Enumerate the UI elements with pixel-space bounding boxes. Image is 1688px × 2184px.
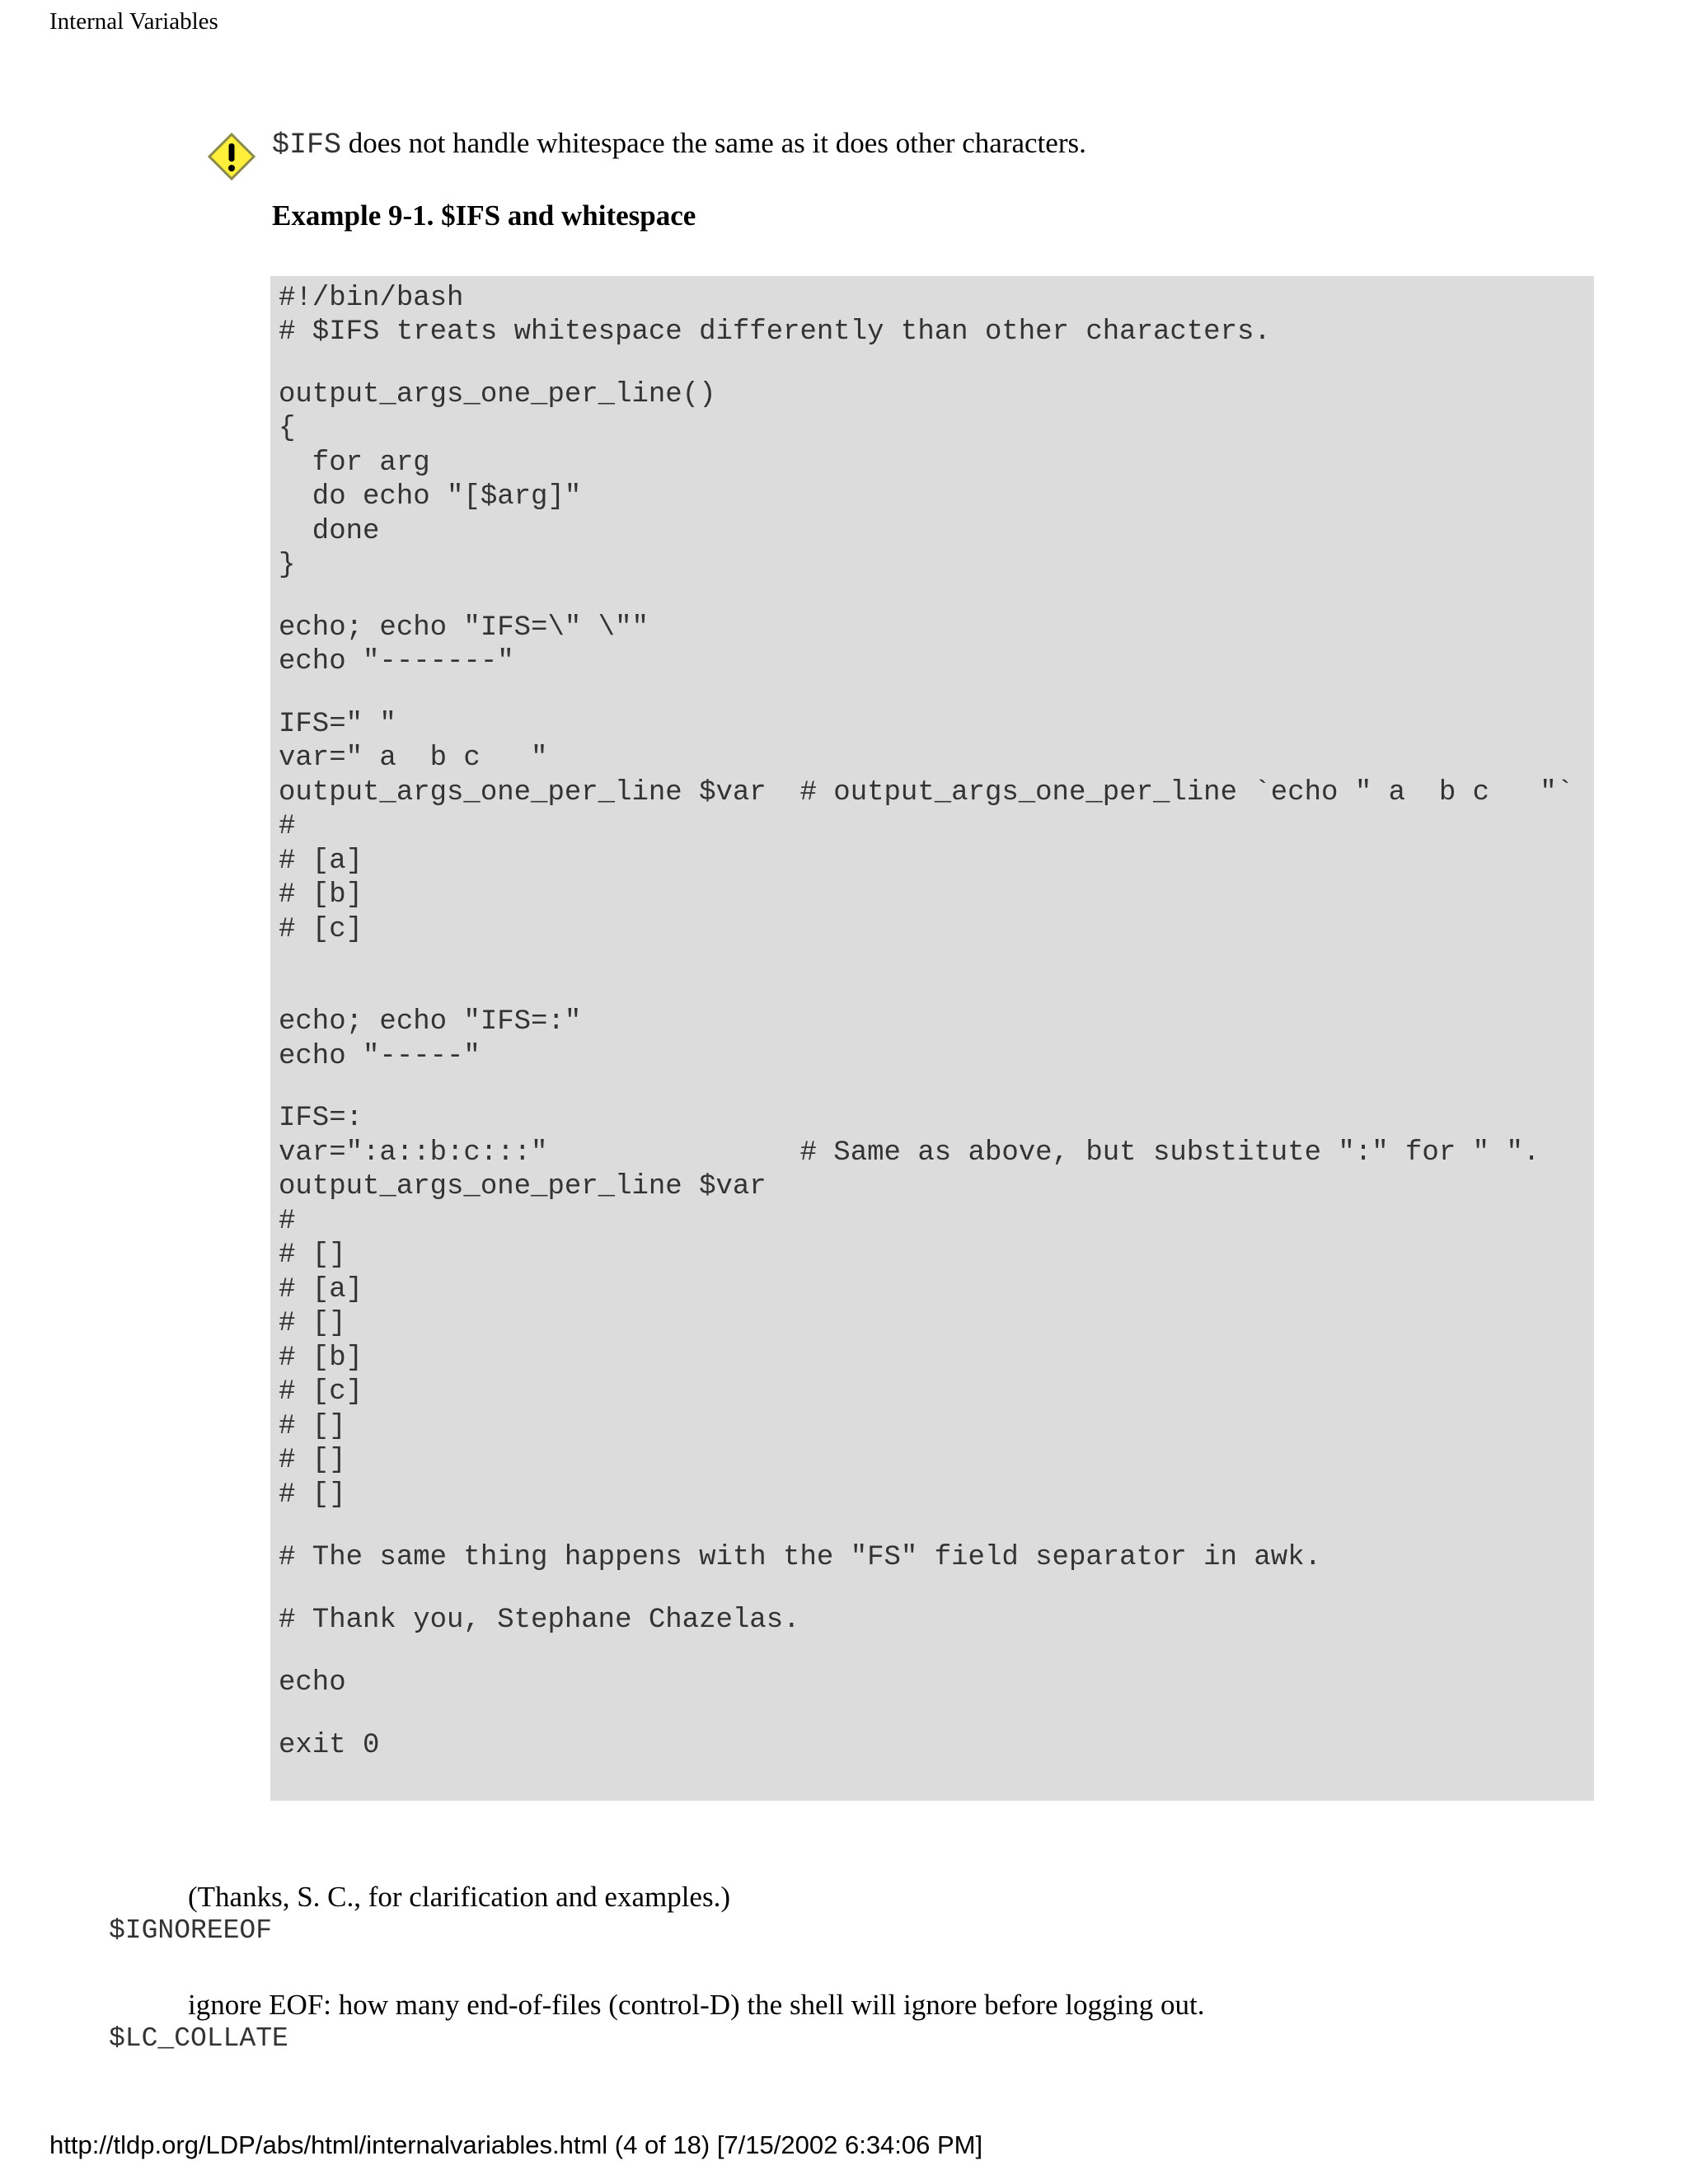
code-line: # [b] [279, 1343, 363, 1374]
code-line: exit 0 [279, 1730, 380, 1761]
code-line: echo; echo "IFS=\" \"" [279, 612, 649, 644]
code-line: output_args_one_per_line() [279, 379, 716, 410]
thanks-text: (Thanks, S. C., for clarification and examples.) [188, 1881, 730, 1913]
code-line: echo "-------" [279, 646, 514, 677]
code-line: IFS=" " [279, 709, 396, 740]
ifs-note-text: does not handle whitespace the same as it does other characters. [341, 127, 1086, 159]
code-line: # [279, 1206, 296, 1237]
code-line: # [] [279, 1445, 346, 1476]
ignoreeof-description: ignore EOF: how many end-of-files (control-D) the shell will ignore before logging out. [188, 1989, 1205, 2021]
lc-collate-term: $LC_COLLATE [109, 2023, 288, 2054]
ifs-note-code: $IFS [272, 129, 342, 162]
code-line: # [a] [279, 846, 363, 877]
page-footer-url: http://tldp.org/LDP/abs/html/internalvariables.html (4 of 18) [7/15/2002 6:34:06 PM] [49, 2130, 983, 2159]
ignoreeof-term: $IGNOREEOF [109, 1915, 273, 1946]
code-line: } [279, 550, 296, 581]
code-line: # Thank you, Stephane Chazelas. [279, 1605, 800, 1636]
code-line: # [] [279, 1479, 346, 1511]
code-line: { [279, 413, 296, 444]
code-line: echo; echo "IFS=:" [279, 1006, 582, 1038]
code-line: # [] [279, 1411, 346, 1442]
page-header-title: Internal Variables [49, 8, 218, 35]
code-line: # [b] [279, 879, 363, 911]
code-line: # [279, 811, 296, 842]
warning-icon [207, 132, 256, 181]
code-listing [270, 276, 1594, 1801]
code-line: # [c] [279, 1376, 363, 1408]
code-line: #!/bin/bash [279, 283, 464, 314]
ifs-note [272, 127, 1086, 162]
code-line: done [279, 516, 380, 547]
code-line: # The same thing happens with the "FS" field separator in awk. [279, 1542, 1322, 1573]
code-line: output_args_one_per_line $var # output_args_one_per_line `echo " a b c "` [279, 777, 1574, 808]
code-line: # [c] [279, 914, 363, 945]
code-line: do echo "[$arg]" [279, 481, 582, 513]
code-line: var=" a b c " [279, 743, 548, 774]
code-line: var=":a::b:c:::" # Same as above, but substitute ":" for " ". [279, 1137, 1540, 1169]
code-line: # [] [279, 1308, 346, 1339]
code-line: # [] [279, 1240, 346, 1271]
code-line: # [a] [279, 1274, 363, 1305]
code-line: for arg [279, 448, 430, 479]
code-line: output_args_one_per_line $var [279, 1171, 767, 1202]
code-line: echo [279, 1667, 346, 1699]
code-line: echo "-----" [279, 1041, 481, 1072]
example-title: Example 9-1. $IFS and whitespace [272, 199, 696, 232]
code-line: # $IFS treats whitespace differently than other characters. [279, 316, 1271, 348]
code-line: IFS=: [279, 1103, 363, 1134]
